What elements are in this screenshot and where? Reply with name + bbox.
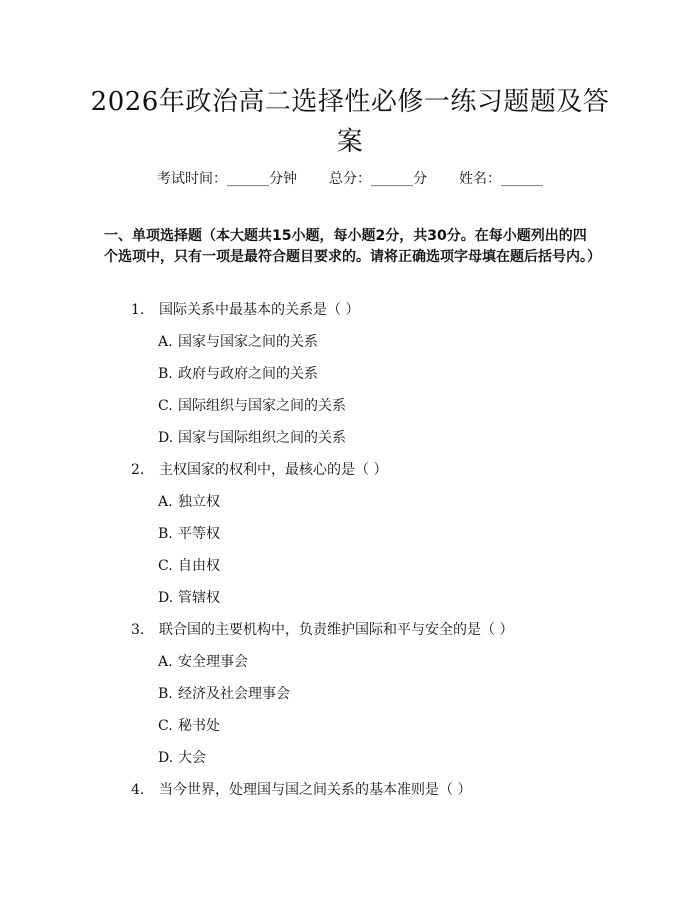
- option-1c: [158, 396, 346, 416]
- question-number: 4.: [131, 782, 145, 798]
- question-text: 国际关系中最基本的关系是（ ）: [159, 302, 360, 318]
- option-letter: D.: [158, 750, 174, 766]
- option-letter: C.: [158, 558, 173, 574]
- question-1: [131, 300, 359, 320]
- section-heading: 一、单项选择题（本大题共15小题，每小题2分，共30分。在每小题列出的四个选项中，只有一项是最符合题目要求的。请将正确选项字母填在题后括号内。）: [104, 228, 601, 265]
- option-text: 安全理事会: [178, 654, 248, 670]
- question-number: 3.: [131, 622, 145, 638]
- option-letter: B.: [158, 686, 173, 702]
- option-letter: C.: [158, 718, 173, 734]
- total-score-field: 总分：______分: [329, 171, 427, 187]
- question-3: [131, 620, 513, 640]
- question-4: [131, 780, 471, 800]
- question-2: [131, 460, 387, 480]
- option-text: 秘书处: [178, 718, 220, 734]
- option-letter: A.: [158, 494, 173, 510]
- option-text: 大会: [178, 750, 206, 766]
- option-text: 国际组织与国家之间的关系: [178, 398, 346, 414]
- option-letter: B.: [158, 526, 173, 542]
- option-1d: [158, 428, 346, 448]
- option-letter: A.: [158, 334, 173, 350]
- option-3d: [158, 748, 206, 768]
- question-text: 当今世界，处理国与国之间关系的基本准则是（ ）: [159, 782, 472, 798]
- option-text: 国家与国家之间的关系: [178, 334, 318, 350]
- option-text: 政府与政府之间的关系: [178, 366, 318, 382]
- exam-time-field: 考试时间：______分钟: [157, 171, 297, 187]
- question-text: 主权国家的权利中，最核心的是（ ）: [159, 462, 388, 478]
- option-text: 国家与国际组织之间的关系: [178, 430, 346, 446]
- option-text: 平等权: [178, 526, 220, 542]
- question-number: 2.: [131, 462, 145, 478]
- option-text: 管辖权: [178, 590, 220, 606]
- option-letter: A.: [158, 654, 173, 670]
- option-3b: [158, 684, 290, 704]
- option-text: 经济及社会理事会: [178, 686, 290, 702]
- option-letter: C.: [158, 398, 173, 414]
- name-field: 姓名：______: [459, 171, 543, 187]
- option-2a: [158, 492, 220, 512]
- option-letter: B.: [158, 366, 173, 382]
- option-2b: [158, 524, 220, 544]
- question-text: 联合国的主要机构中，负责维护国际和平与安全的是（ ）: [159, 622, 514, 638]
- option-text: 自由权: [178, 558, 220, 574]
- option-letter: D.: [158, 430, 174, 446]
- option-letter: D.: [158, 590, 174, 606]
- question-number: 1.: [131, 302, 145, 318]
- option-1b: [158, 364, 318, 384]
- option-3c: [158, 716, 220, 736]
- option-2c: [158, 556, 220, 576]
- exam-meta-line: [0, 169, 700, 189]
- document-title: 2026年政治高二选择性必修一练习题题及答案: [90, 87, 610, 157]
- option-1a: [158, 332, 318, 352]
- option-text: 独立权: [178, 494, 220, 510]
- option-3a: [158, 652, 248, 672]
- option-2d: [158, 588, 220, 608]
